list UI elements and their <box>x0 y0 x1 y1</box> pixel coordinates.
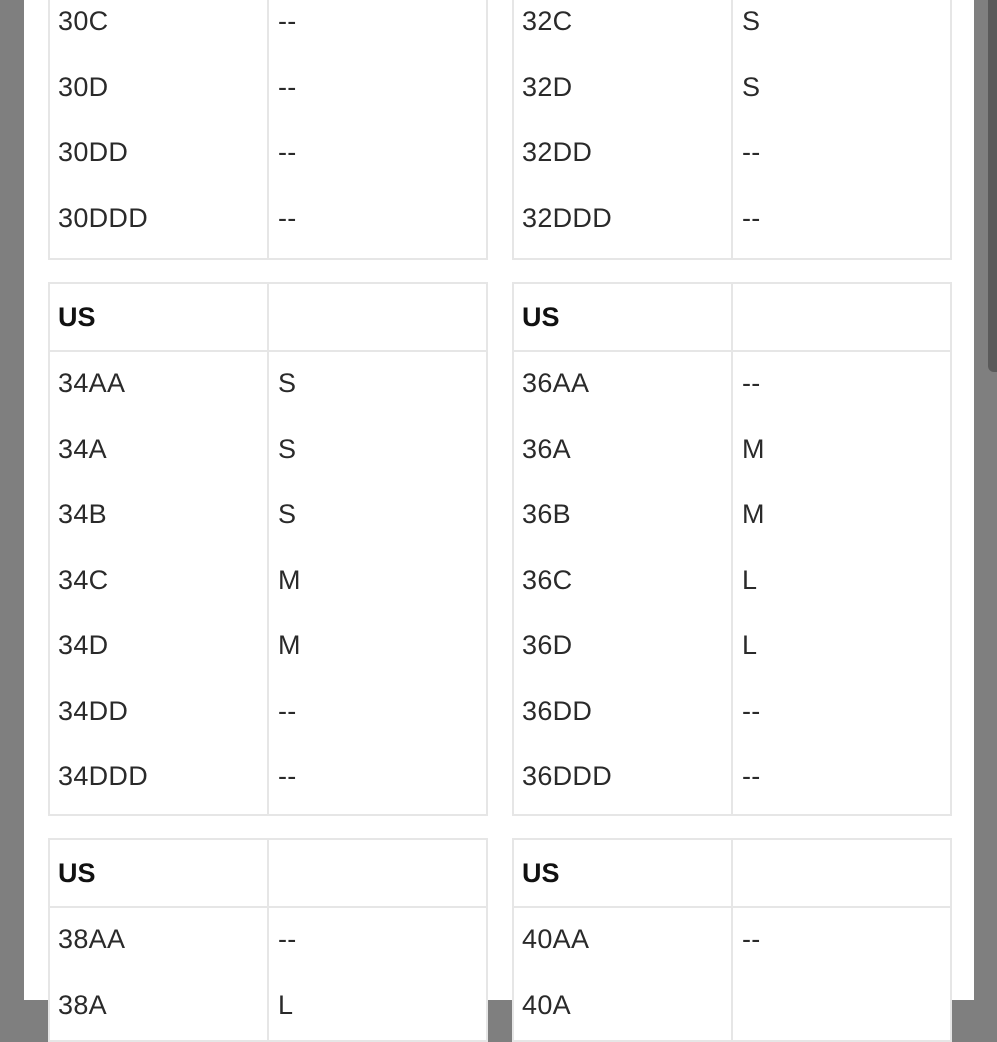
table-row <box>50 0 486 58</box>
band-cup-size: 36AA <box>522 368 590 398</box>
band-cup-size: 36DDD <box>522 761 613 791</box>
table-row <box>50 189 486 255</box>
band-cup-size: 36B <box>522 499 571 529</box>
letter-size: -- <box>278 761 297 791</box>
letter-size: -- <box>278 137 297 167</box>
letter-size: L <box>742 630 758 660</box>
table-row <box>514 123 950 189</box>
letter-size: S <box>742 71 761 102</box>
letter-size: -- <box>278 924 297 954</box>
band-cup-size: 36A <box>522 433 571 464</box>
letter-size: M <box>278 630 301 660</box>
band-cup-size: 34DDD <box>58 761 149 791</box>
table-row <box>514 616 950 682</box>
band-cup-size: 34D <box>58 630 109 660</box>
band-cup-size: 32DDD <box>522 202 613 233</box>
table-header <box>50 840 486 908</box>
letter-size: -- <box>742 202 761 233</box>
letter-size: M <box>278 564 301 595</box>
table-row <box>514 420 950 486</box>
band-cup-size: 34AA <box>58 368 126 398</box>
letter-size: -- <box>742 924 761 954</box>
letter-size: -- <box>278 6 297 36</box>
table-header <box>514 840 950 908</box>
letter-size: S <box>742 6 761 36</box>
band-cup-size: 38AA <box>58 924 126 954</box>
band-cup-size: 32C <box>522 6 573 36</box>
letter-size: L <box>742 564 758 595</box>
table-header <box>50 284 486 352</box>
table-row <box>50 485 486 551</box>
table-row <box>514 910 950 976</box>
size-table-36 <box>512 282 952 816</box>
table-row <box>514 189 950 255</box>
table-header <box>514 284 950 352</box>
table-row <box>514 0 950 58</box>
size-table-30 <box>48 0 488 260</box>
table-row <box>50 123 486 189</box>
letter-size: -- <box>742 137 761 167</box>
band-cup-size: 36C <box>522 564 573 595</box>
band-cup-size: 30C <box>58 6 109 36</box>
letter-size: -- <box>742 368 761 398</box>
band-cup-size: 40AA <box>522 924 590 954</box>
table-row <box>514 354 950 420</box>
band-cup-size: 30DD <box>58 137 129 167</box>
band-cup-size: 32DD <box>522 137 593 167</box>
region-label: US <box>522 302 560 332</box>
letter-size: -- <box>742 695 761 726</box>
band-cup-size: 36D <box>522 630 573 660</box>
region-label: US <box>58 302 96 332</box>
letter-size: S <box>278 433 297 464</box>
letter-size: -- <box>278 202 297 233</box>
size-table-34 <box>48 282 488 816</box>
letter-size: -- <box>742 761 761 791</box>
table-row <box>514 976 950 1042</box>
band-cup-size: 34DD <box>58 695 129 726</box>
letter-size: M <box>742 433 765 464</box>
band-cup-size: 40A <box>522 989 571 1020</box>
band-cup-size: 30D <box>58 71 109 102</box>
band-cup-size: 36DD <box>522 695 593 726</box>
table-row <box>50 910 486 976</box>
table-row <box>514 551 950 617</box>
band-cup-size: 30DDD <box>58 202 149 233</box>
size-table-40 <box>512 838 952 1042</box>
size-table-32 <box>512 0 952 260</box>
table-row <box>50 747 486 813</box>
table-row <box>514 682 950 748</box>
letter-size: -- <box>278 71 297 102</box>
scrollbar-thumb[interactable] <box>988 0 997 372</box>
letter-size: S <box>278 368 297 398</box>
table-row <box>50 58 486 124</box>
letter-size: M <box>742 499 765 529</box>
letter-size: L <box>278 989 294 1020</box>
table-row <box>50 682 486 748</box>
table-row <box>514 485 950 551</box>
table-row <box>50 616 486 682</box>
size-table-38 <box>48 838 488 1042</box>
band-cup-size: 34B <box>58 499 107 529</box>
table-row <box>50 551 486 617</box>
table-row <box>50 420 486 486</box>
letter-size: -- <box>278 695 297 726</box>
table-row <box>50 976 486 1042</box>
table-row <box>50 354 486 420</box>
band-cup-size: 38A <box>58 989 107 1020</box>
band-cup-size: 34A <box>58 433 107 464</box>
band-cup-size: 34C <box>58 564 109 595</box>
table-row <box>514 747 950 813</box>
region-label: US <box>522 858 560 888</box>
letter-size: S <box>278 499 297 529</box>
table-row <box>514 58 950 124</box>
region-label: US <box>58 858 96 888</box>
band-cup-size: 32D <box>522 71 573 102</box>
